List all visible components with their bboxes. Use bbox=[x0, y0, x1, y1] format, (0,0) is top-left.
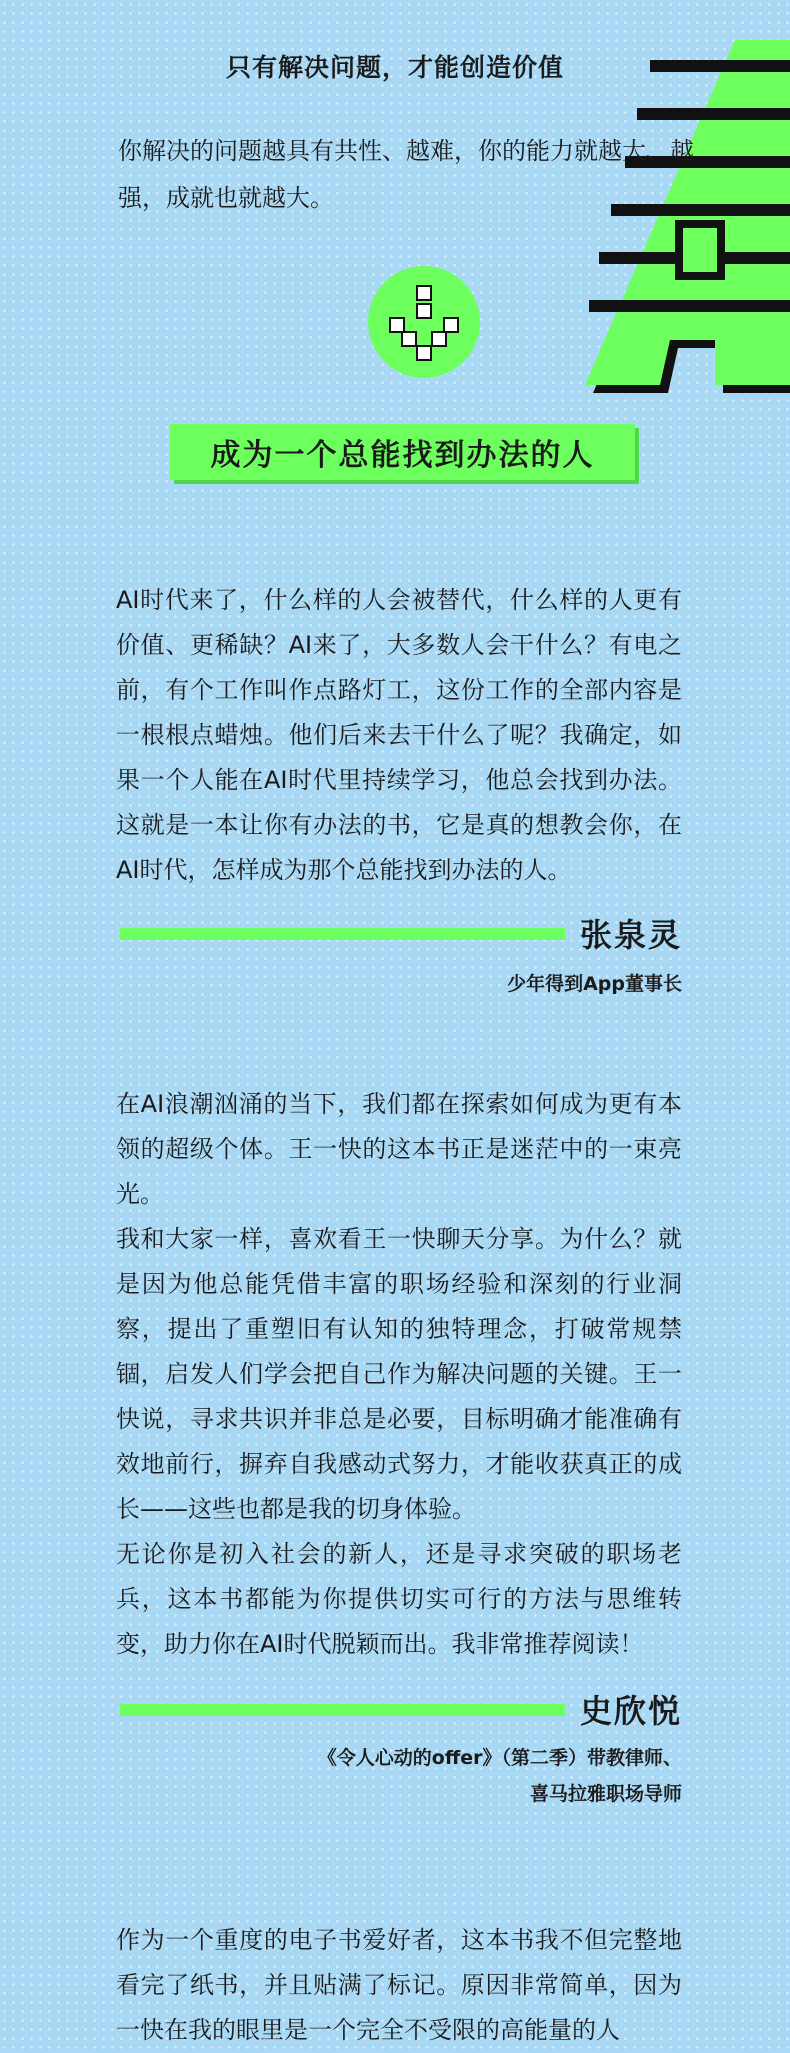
review-2-paragraph: 我和大家一样，喜欢看王一快聊天分享。为什么？就是因为他总能凭借丰富的职场经验和深刻的行业洞察，提出了重塑旧有认知的独特理念，打破常规禁锢，启发人们学会把自己作为解决问题的关键。王一快说，寻求共识并非总是必要，目标明确才能准确有效地前行，摒弃自我感动式努力，才能收获真正的成长——这些也都是我的切身体验。 bbox=[116, 1225, 682, 1523]
pixel-down-arrow-icon bbox=[368, 266, 480, 378]
section-banner: 成为一个总能找到办法的人 bbox=[170, 424, 635, 480]
reviewer-title-line: 少年得到App董事长 bbox=[507, 973, 682, 995]
review-1-paragraph: AI时代来了，什么样的人会被替代，什么样的人更有价值、更稀缺？AI来了，大多数人会干什么？有电之前，有个工作叫作点路灯工，这份工作的全部内容是一根根点蜡烛。他们后来去干什么了呢？我确定，如果一个人能在AI时代里持续学习，他总会找到办法。这就是一本让你有办法的书，它是真的想教会你，在AI时代，怎样成为那个总能找到办法的人。 bbox=[116, 586, 682, 884]
review-3-paragraph: 作为一个重度的电子书爱好者，这本书我不但完整地看完了纸书，并且贴满了标记。原因非常简单，因为一快在我的眼里是一个完全不受限的高能量的人 bbox=[116, 1926, 682, 2044]
review-3-text bbox=[116, 1918, 682, 2053]
reviewer-2-name: 史欣悦 bbox=[579, 1692, 682, 1730]
reviewer-title-line: 喜马拉雅职场导师 bbox=[529, 1783, 682, 1805]
arrow-badge bbox=[368, 266, 480, 378]
top-heading: 只有解决问题，才能创造价值 bbox=[225, 53, 564, 82]
reviewer-title-line: 《令人心动的offer》（第二季）带教律师、 bbox=[317, 1747, 682, 1769]
reviewer-1-title bbox=[507, 966, 682, 1002]
review-2-paragraph: 在AI浪潮汹涌的当下，我们都在探索如何成为更有本领的超级个体。王一快的这本书正是迷茫中的一束亮光。 bbox=[116, 1090, 682, 1208]
signature-divider bbox=[120, 928, 565, 940]
reviewer-1-name: 张泉灵 bbox=[579, 916, 682, 954]
review-2-paragraph: 无论你是初入社会的新人，还是寻求突破的职场老兵，这本书都能为你提供切实可行的方法与思维转变，助力你在AI时代脱颖而出。我非常推荐阅读！ bbox=[116, 1540, 682, 1658]
signature-divider bbox=[120, 1704, 565, 1716]
review-1-text bbox=[116, 578, 682, 893]
reviewer-2-title bbox=[318, 1740, 682, 1812]
top-body-text: 你解决的问题越具有共性、越难，你的能力就越大、越强，成就也就越大。 bbox=[118, 137, 694, 212]
review-2-text bbox=[116, 1082, 682, 1667]
